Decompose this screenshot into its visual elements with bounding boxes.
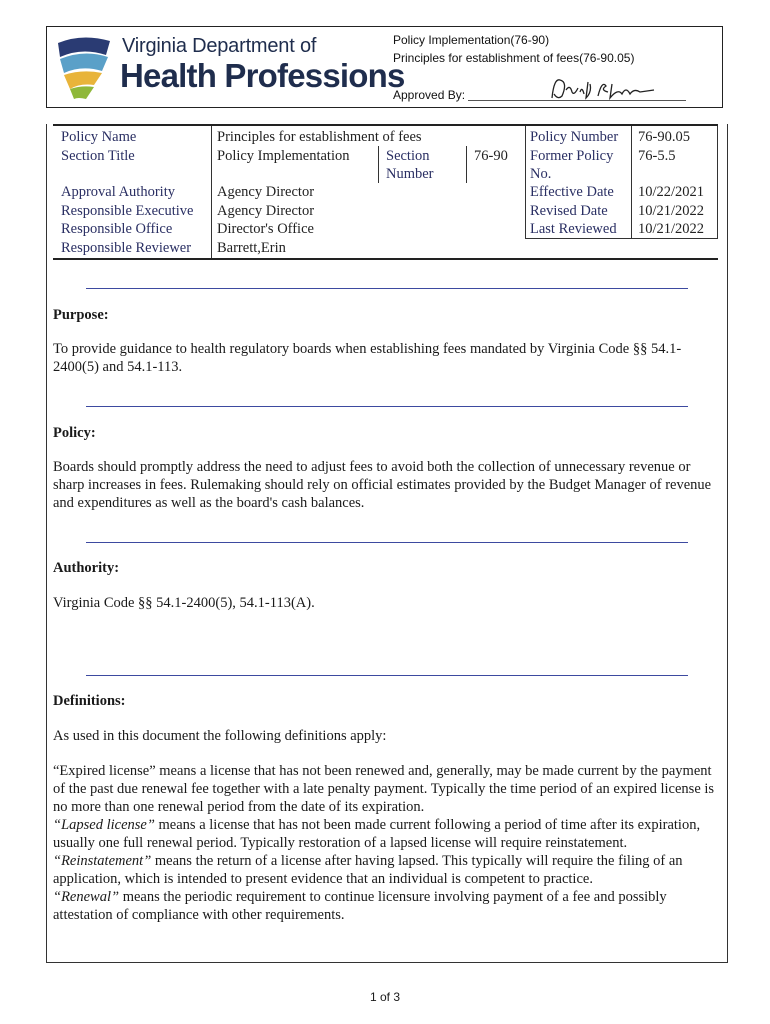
policy-text: Boards should promptly address the need to adjust fees to avoid both the collection of unnecessary revenue or sharp increases in fees. Rulemaking should rely on official estimates provided by the Budget Manager of revenue and expenditures as well as the board's cash balances. <box>53 459 712 511</box>
definitions-intro: As used in this document the following definitions apply: <box>53 728 387 744</box>
signature-image <box>548 72 658 102</box>
definition-renewal <box>53 888 719 924</box>
purpose-heading: Purpose: <box>53 307 109 323</box>
last-reviewed-value: 10/21/2022 <box>638 221 705 237</box>
section-divider <box>86 406 688 407</box>
revised-date-value: 10/21/2022 <box>638 203 705 219</box>
responsible-executive-value: Agency Director <box>217 203 315 219</box>
section-number-label: Section Number <box>386 148 434 182</box>
policy-number-value: 76-90.05 <box>638 129 690 145</box>
effective-date-label: Effective Date <box>530 184 614 200</box>
policy-number-label: Policy Number <box>530 129 619 145</box>
section-divider <box>86 675 688 676</box>
lapsed-text: means a license that has not been made current following a period of time after its expiration, usually one full renewal period. Typically restoration of a lapsed license will require reinstatement. <box>53 817 701 851</box>
responsible-executive-label: Responsible Executive <box>61 203 194 219</box>
lapsed-term: “Lapsed license” <box>53 817 155 833</box>
former-policy-label: Former Policy No. <box>530 148 614 182</box>
logo-line2: Health Professions <box>120 57 405 94</box>
definitions-heading: Definitions: <box>53 693 126 709</box>
definition-lapsed <box>53 816 719 852</box>
responsible-reviewer-value: Barrett,Erin <box>217 240 286 256</box>
former-policy-value: 76-5.5 <box>638 148 676 164</box>
responsible-office-label: Responsible Office <box>61 221 173 237</box>
page-number: 1 of 3 <box>369 990 401 1004</box>
definition-expired: “Expired license” means a license that has not been renewed and, generally, may be made current by the payment of the past due renewal fee together with a late penalty payment. Typically the time period of an expired license is no more than one renewal period from the date of its expiration. <box>53 763 715 815</box>
section-divider <box>86 542 688 543</box>
revised-date-label: Revised Date <box>530 203 608 219</box>
policy-name-value: Principles for establishment of fees <box>217 129 422 145</box>
section-title-label: Section Title <box>61 148 135 164</box>
purpose-text: To provide guidance to health regulatory boards when establishing fees mandated by Virginia Code §§ 54.1-2400(5) and 54.1-113. <box>53 341 682 375</box>
policy-name-label: Policy Name <box>61 129 137 145</box>
definitions-list <box>53 762 719 924</box>
approved-by-label: Approved By: <box>393 88 466 102</box>
policy-implementation-ref: Policy Implementation(76-90) <box>393 33 550 47</box>
approval-authority-label: Approval Authority <box>61 184 175 200</box>
section-number-value: 76-90 <box>474 148 508 164</box>
renewal-term: “Renewal” <box>53 889 120 905</box>
section-divider <box>86 288 688 289</box>
policy-heading: Policy: <box>53 425 96 441</box>
approval-authority-value: Agency Director <box>217 184 315 200</box>
principles-ref: Principles for establishment of fees(76-90.05) <box>393 51 635 65</box>
logo-line1: Virginia Department of <box>122 35 317 57</box>
logo-emblem-icon <box>52 33 118 101</box>
vdhp-logo <box>52 33 405 101</box>
authority-text: Virginia Code §§ 54.1-2400(5), 54.1-113(A). <box>53 595 315 611</box>
section-title-value: Policy Implementation <box>217 148 350 164</box>
authority-heading: Authority: <box>53 560 120 576</box>
definition-reinstatement <box>53 852 719 888</box>
reinstatement-text: means the return of a license after having lapsed. This typically will require the filing of an application, which is intended to present evidence that an individual is competent to practice. <box>53 853 683 887</box>
responsible-reviewer-label: Responsible Reviewer <box>61 240 192 256</box>
last-reviewed-label: Last Reviewed <box>530 221 617 237</box>
renewal-text: means the periodic requirement to continue licensure involving payment of a fee and possibly attestation of compliance with other requirements. <box>53 889 667 923</box>
effective-date-value: 10/22/2021 <box>638 184 705 200</box>
reinstatement-term: “Reinstatement” <box>53 853 152 869</box>
responsible-office-value: Director's Office <box>217 221 314 237</box>
header-info <box>393 31 634 67</box>
